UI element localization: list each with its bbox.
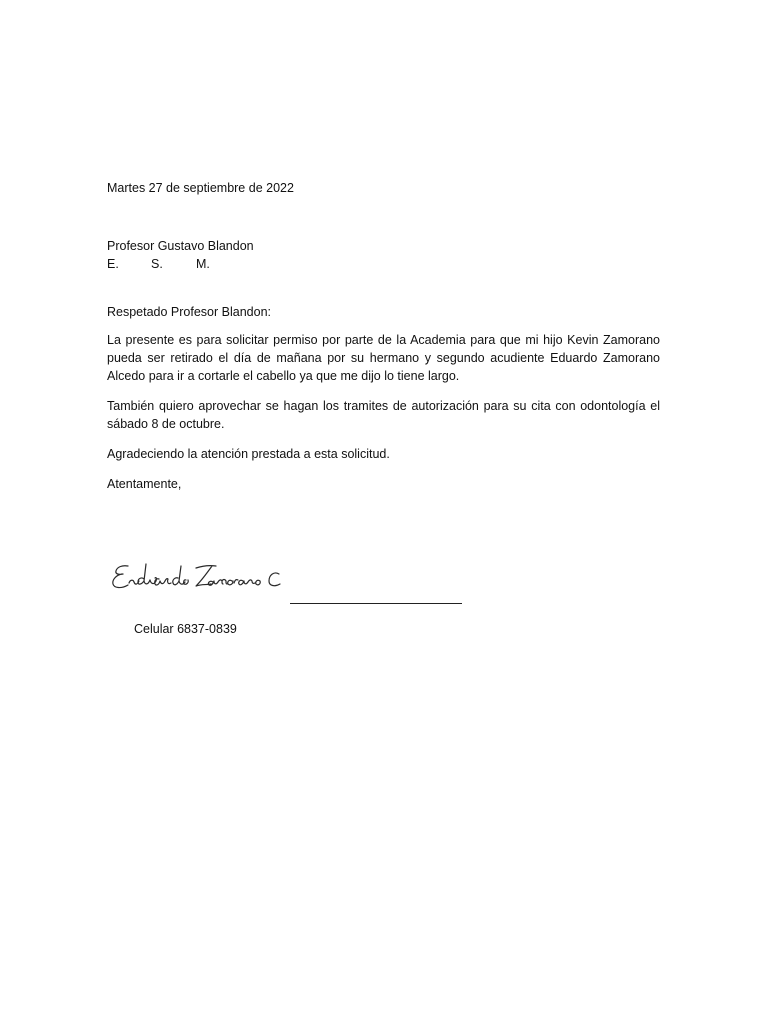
handwritten-signature: [108, 556, 288, 600]
recipient-esm: [107, 255, 210, 273]
body-paragraph-1: La presente es para solicitar permiso por parte de la Academia para que mi hijo Kevin Zamorano pueda ser retirado el día de mañana por su hermano y segundo acudiente Eduardo Zamorano Alcedo para ir a cortarle el cabello ya que me dijo lo tiene largo.: [107, 333, 660, 383]
body-paragraph-2: También quiero aprovechar se hagan los tramites de autorización para su cita con odontología el sábado 8 de octubre.: [107, 399, 660, 431]
esm-s: S.: [151, 257, 163, 271]
closing: Atentamente,: [107, 477, 182, 491]
body-paragraph-3: Agradeciendo la atención prestada a esta solicitud.: [107, 447, 390, 461]
recipient-name: Profesor Gustavo Blandon: [107, 239, 254, 253]
esm-m: M.: [196, 257, 210, 271]
letter-date: Martes 27 de septiembre de 2022: [107, 181, 294, 195]
phone-number: Celular 6837-0839: [134, 622, 237, 636]
esm-e: E.: [107, 257, 119, 271]
signature-line: [290, 603, 462, 604]
salutation: Respetado Profesor Blandon:: [107, 305, 271, 319]
